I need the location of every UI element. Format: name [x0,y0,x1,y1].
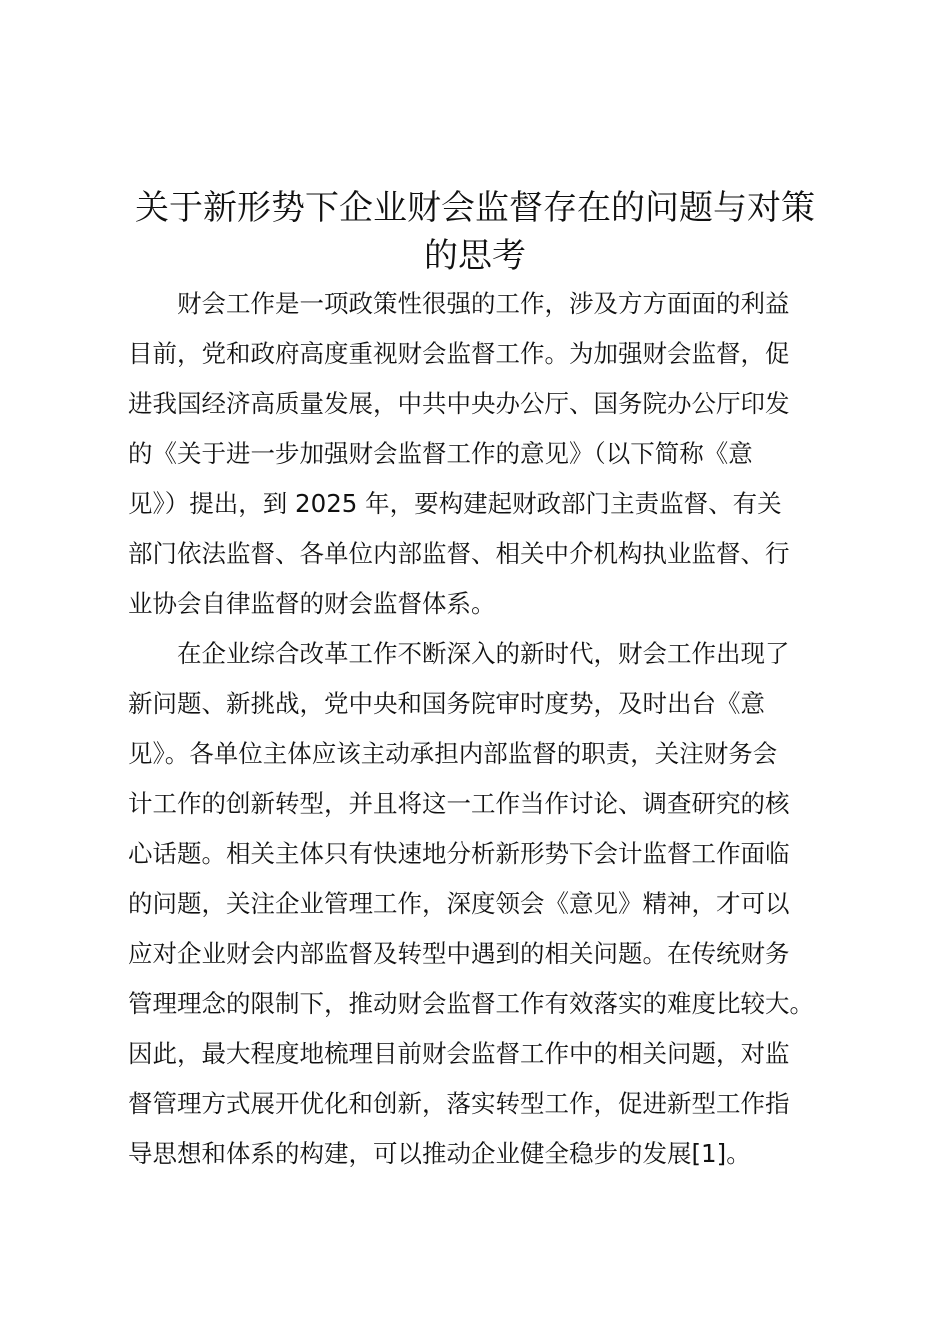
paragraph-2-line-4: 计工作的创新转型，并且将这一工作当作讨论、调查研究的核 [128,789,790,818]
paragraph-2-line-6: 的问题，关注企业管理工作，深度领会《意见》精神，才可以 [128,889,790,918]
paragraph-1-line-2: 目前，党和政府高度重视财会监督工作。为加强财会监督，促 [128,339,790,368]
paragraph-1-line-1: 财会工作是一项政策性很强的工作，涉及方方面面的利益 [177,289,790,318]
paragraph-1-line-4: 的《关于进一步加强财会监督工作的意见》（以下简称《意 [128,439,753,468]
paragraph-2-line-3: 见》。各单位主体应该主动承担内部监督的职责，关注财务会 [128,739,778,768]
paragraph-1-line-5: 见》）提出，到 2025 年，要构建起财政部门主责监督、有关 [128,489,782,518]
paragraph-2-line-9: 因此，最大程度地梳理目前财会监督工作中的相关问题，对监 [128,1039,790,1068]
paragraph-1-line-7: 业协会自律监督的财会监督体系。 [128,589,496,618]
paragraph-2-line-5: 心话题。相关主体只有快速地分析新形势下会计监督工作面临 [128,839,790,868]
paragraph-2-line-11: 导思想和体系的构建，可以推动企业健全稳步的发展[1]。 [128,1139,751,1168]
document-title-line-1: 关于新形势下企业财会监督存在的问题与对策 [135,188,815,228]
paragraph-2-line-2: 新问题、新挑战，党中央和国务院审时度势，及时出台《意 [128,689,765,718]
paragraph-2-line-8: 管理理念的限制下，推动财会监督工作有效落实的难度比较大。 [128,989,814,1018]
paragraph-2-line-10: 督管理方式展开优化和创新，落实转型工作，促进新型工作指 [128,1089,790,1118]
paragraph-1-line-3: 进我国经济高质量发展，中共中央办公厅、国务院办公厅印发 [128,389,790,418]
paragraph-2-line-1: 在企业综合改革工作不断深入的新时代，财会工作出现了 [177,639,790,668]
paragraph-2-line-7: 应对企业财会内部监督及转型中遇到的相关问题。在传统财务 [128,939,790,968]
document-title-line-2: 的思考 [424,236,526,276]
paragraph-1-line-6: 部门依法监督、各单位内部监督、相关中介机构执业监督、行 [128,539,790,568]
